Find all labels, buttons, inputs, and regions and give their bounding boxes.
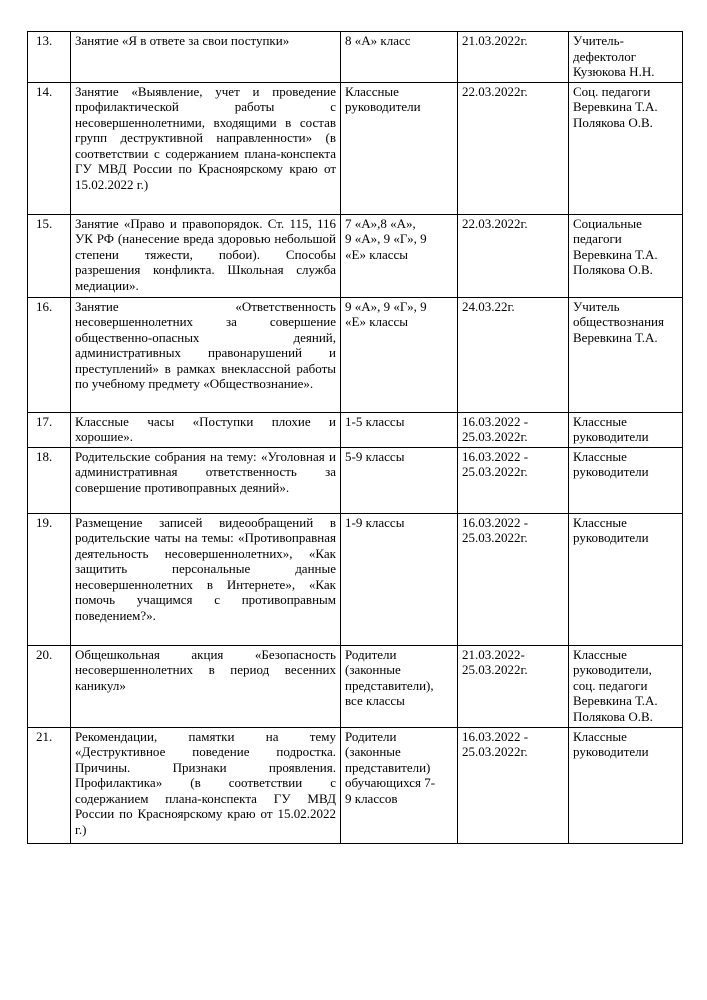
event-description: Занятие «Выявление, учет и проведение профилактической работы с несовершеннолетними, входящими в состав групп деструктивной направленности» (в соответствии с содержанием плана-конспекта ГУ МВД России по Красноярскому краю от 15.02.2022 г.) bbox=[71, 82, 341, 214]
participants: 8 «А» класс bbox=[341, 32, 458, 83]
table-row bbox=[28, 32, 683, 83]
responsible: Классные руководители bbox=[569, 412, 683, 447]
table-row bbox=[28, 82, 683, 214]
date: 22.03.2022г. bbox=[458, 214, 569, 297]
row-number: 19. bbox=[28, 513, 71, 645]
responsible: Классные руководители bbox=[569, 513, 683, 645]
participants: 1-5 классы bbox=[341, 412, 458, 447]
date: 21.03.2022- 25.03.2022г. bbox=[458, 645, 569, 727]
participants: 9 «А», 9 «Г», 9 «Е» классы bbox=[341, 297, 458, 412]
participants: 5-9 классы bbox=[341, 447, 458, 513]
participants: 1-9 классы bbox=[341, 513, 458, 645]
participants: 7 «А»,8 «А», 9 «А», 9 «Г», 9 «Е» классы bbox=[341, 214, 458, 297]
event-description: Общешкольная акция «Безопасность несовершеннолетних в период весенних каникул» bbox=[71, 645, 341, 727]
event-description: Занятие «Я в ответе за свои поступки» bbox=[71, 32, 341, 83]
date: 16.03.2022 - 25.03.2022г. bbox=[458, 727, 569, 843]
table-row bbox=[28, 447, 683, 513]
responsible: Учитель обществознания Веревкина Т.А. bbox=[569, 297, 683, 412]
responsible: Классные руководители bbox=[569, 727, 683, 843]
date: 16.03.2022 - 25.03.2022г. bbox=[458, 412, 569, 447]
participants: Классные руководители bbox=[341, 82, 458, 214]
table-row bbox=[28, 297, 683, 412]
date: 16.03.2022 - 25.03.2022г. bbox=[458, 447, 569, 513]
responsible: Учитель- дефектолог Кузюкова Н.Н. bbox=[569, 32, 683, 83]
table-row bbox=[28, 513, 683, 645]
event-description: Занятие «Право и правопорядок. Ст. 115, 116 УК РФ (нанесение вреда здоровью небольшой степени тяжести, побои). Способы разрешения конфликта. Школьная служба медиации». bbox=[71, 214, 341, 297]
event-description: Рекомендации, памятки на тему «Деструктивное поведение подростка. Причины. Признаки проявления. Профилактика» (в соответствии с содержанием плана-конспекта ГУ МВД России по Красноярскому краю от 15.02.2022 г.) bbox=[71, 727, 341, 843]
date: 21.03.2022г. bbox=[458, 32, 569, 83]
event-description: Размещение записей видеообращений в родительские чаты на темы: «Противоправная деятельность несовершеннолетних», «Как защитить персональные данные несовершеннолетних в Интернете», «Как помочь учащимся с противоправным поведением?». bbox=[71, 513, 341, 645]
date: 22.03.2022г. bbox=[458, 82, 569, 214]
row-number: 16. bbox=[28, 297, 71, 412]
responsible: Классные руководители bbox=[569, 447, 683, 513]
participants: Родители (законные представители) обучающихся 7- 9 классов bbox=[341, 727, 458, 843]
row-number: 13. bbox=[28, 32, 71, 83]
event-description: Занятие «Ответственность несовершеннолетних за совершение общественно-опасных деяний, административных правонарушений и преступлений» в рамках внеклассной работы по учебному предмету «Обществознание». bbox=[71, 297, 341, 412]
table-row bbox=[28, 645, 683, 727]
row-number: 20. bbox=[28, 645, 71, 727]
responsible: Классные руководители, соц. педагоги Веревкина Т.А. Полякова О.В. bbox=[569, 645, 683, 727]
date: 24.03.22г. bbox=[458, 297, 569, 412]
row-number: 21. bbox=[28, 727, 71, 843]
row-number: 15. bbox=[28, 214, 71, 297]
event-description: Родительские собрания на тему: «Уголовная и административная ответственность за совершение противоправных деяний». bbox=[71, 447, 341, 513]
table-row bbox=[28, 727, 683, 843]
row-number: 17. bbox=[28, 412, 71, 447]
row-number: 14. bbox=[28, 82, 71, 214]
table-row bbox=[28, 412, 683, 447]
event-description: Классные часы «Поступки плохие и хорошие». bbox=[71, 412, 341, 447]
date: 16.03.2022 - 25.03.2022г. bbox=[458, 513, 569, 645]
table-row bbox=[28, 214, 683, 297]
participants: Родители (законные представители), все классы bbox=[341, 645, 458, 727]
row-number: 18. bbox=[28, 447, 71, 513]
plan-table bbox=[27, 31, 683, 844]
responsible: Социальные педагоги Веревкина Т.А. Полякова О.В. bbox=[569, 214, 683, 297]
responsible: Соц. педагоги Веревкина Т.А. Полякова О.В. bbox=[569, 82, 683, 214]
